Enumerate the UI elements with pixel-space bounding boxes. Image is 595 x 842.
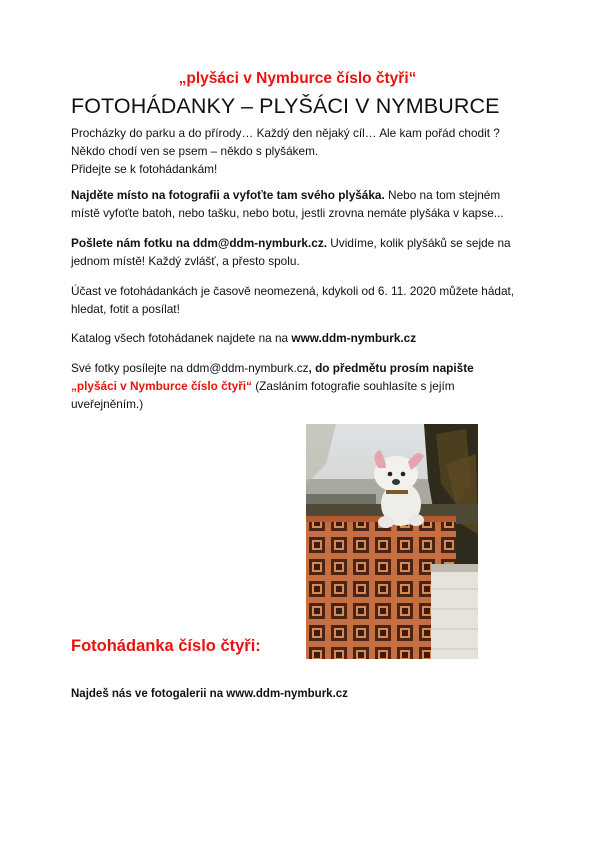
task-paragraph [71, 186, 541, 222]
catalog-text: Katalog všech fotohádanek najdete na na [71, 331, 292, 345]
intro-paragraph [71, 124, 541, 178]
send-paragraph [71, 234, 541, 270]
document-title: FOTOHÁDANKY – PLYŠÁCI V NYMBURCE [71, 94, 500, 118]
catalog-link[interactable]: www.ddm-nymburk.cz [291, 331, 417, 345]
intro-line: Přidejte se k fotohádankám! [71, 162, 218, 176]
intro-line: Procházky do parku a do přírody… Každý den nějaký cíl… Ale kam pořád chodit ? [71, 126, 500, 140]
task-bold-text: Najděte místo na fotografii a vyfoťte tam svého plyšáka. [71, 188, 385, 202]
catalog-paragraph [71, 329, 541, 347]
instructions-text: Své fotky posílejte na ddm@ddm-nymburk.cz [71, 361, 309, 375]
intro-line: Někdo chodí ven se psem – někdo s plyšákem. [71, 144, 319, 158]
task-text: Nebo na tom stejném [384, 188, 501, 202]
participation-line: Účast ve fotohádankách je časově neomezená, kdykoli od 6. 11. 2020 můžete hádat, [71, 284, 515, 298]
send-text: Uvidíme, kolik plyšáků se sejde na [327, 236, 511, 250]
consent-note-end: uveřejněním.) [71, 397, 144, 411]
document-subtitle: „plyšáci v Nymburce číslo čtyři“ [178, 70, 417, 87]
riddle-title: Fotohádanka číslo čtyři: [71, 637, 261, 655]
instructions-bold-text: , do předmětu prosím napište [308, 361, 474, 375]
consent-note: (Zasláním fotografie souhlasíte s jejím [251, 379, 455, 393]
email-subject-text: „plyšáci v Nymburce číslo čtyři“ [71, 379, 252, 393]
send-line: jednom místě! Každý zvlášť, a přesto spolu. [71, 254, 300, 268]
footer-note: Najdeš nás ve fotogalerii na www.ddm-nymburk.cz [71, 688, 348, 700]
task-line: místě vyfoťte batoh, nebo tašku, nebo botu, jestli zrovna nemáte plyšáka v kapse... [71, 206, 504, 220]
send-bold-text: Pošlete nám fotku na ddm@ddm-nymburk.cz. [71, 236, 327, 250]
participation-paragraph [71, 282, 541, 318]
riddle-photo [306, 424, 478, 659]
participation-line: hledat, fotit a posílat! [71, 302, 180, 316]
instructions-paragraph [71, 359, 541, 413]
